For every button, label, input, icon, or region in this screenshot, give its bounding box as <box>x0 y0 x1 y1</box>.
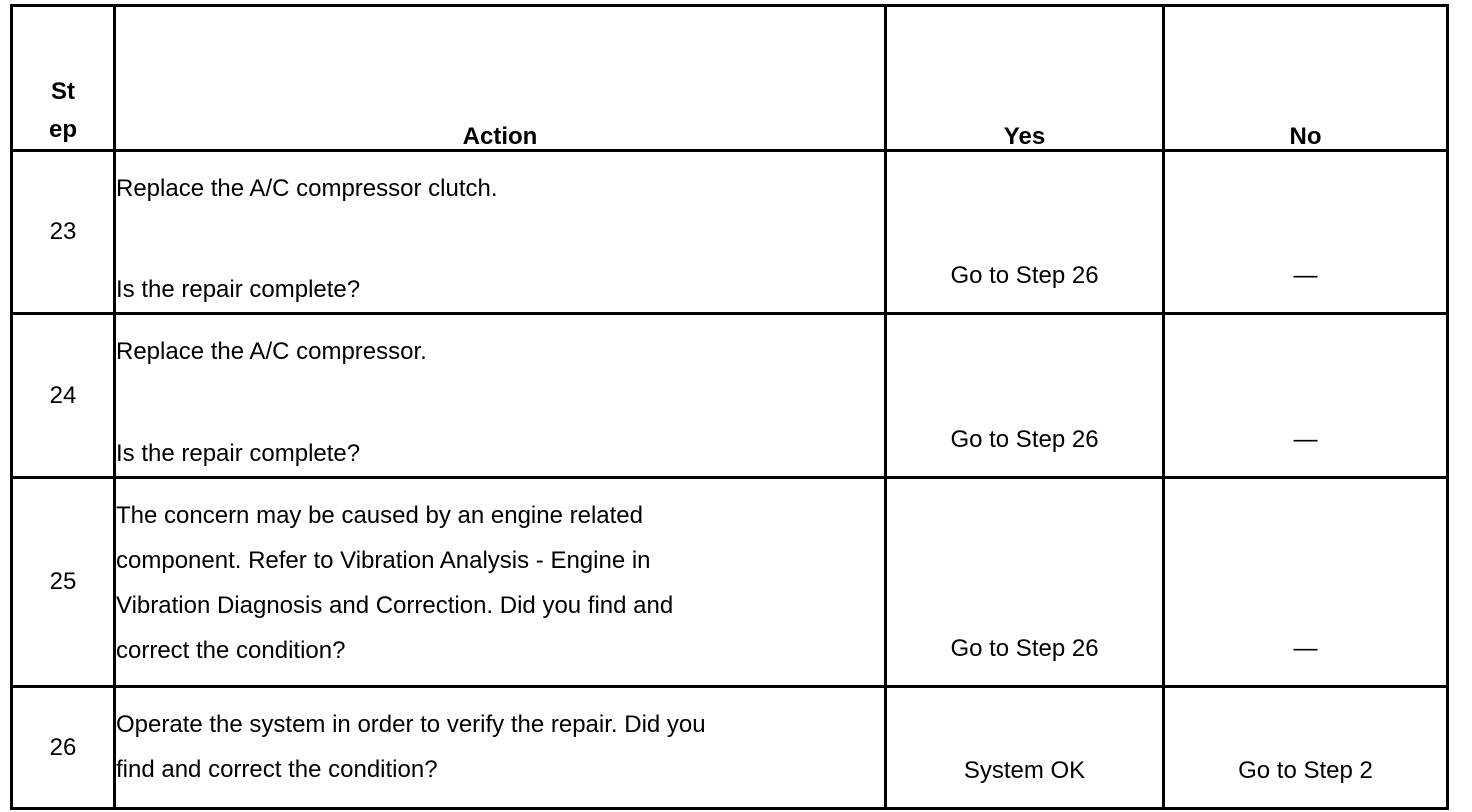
yes-cell <box>886 478 1164 687</box>
table-row-step-24 <box>12 314 1448 478</box>
step-number: 23 <box>12 151 115 314</box>
action-cell <box>115 314 886 478</box>
yes-cell <box>886 151 1164 314</box>
table-row-step-26 <box>12 687 1448 809</box>
yes-cell <box>886 687 1164 809</box>
yes-result: Go to Step 26 <box>950 426 1099 453</box>
yes-column-header: Yes <box>886 6 1164 151</box>
step-column-header <box>12 6 115 151</box>
action-cell <box>115 687 886 809</box>
no-cell <box>1164 478 1448 687</box>
action-line: Operate the system in order to verify the repair. Did you <box>116 711 706 738</box>
action-line: component. Refer to Vibration Analysis - Engine in <box>116 547 651 574</box>
yes-cell <box>886 314 1164 478</box>
action-line: Vibration Diagnosis and Correction. Did you find and <box>116 592 674 619</box>
yes-result: System OK <box>963 757 1086 784</box>
no-cell <box>1164 314 1448 478</box>
action-line: The concern may be caused by an engine related <box>116 502 644 529</box>
no-result: — <box>1293 262 1318 289</box>
action-line: Replace the A/C compressor clutch. <box>116 175 498 202</box>
no-column-header: No <box>1164 6 1448 151</box>
no-result: — <box>1293 635 1318 662</box>
step-number: 24 <box>12 314 115 478</box>
no-cell <box>1164 687 1448 809</box>
diagnostic-table-page <box>10 4 1446 807</box>
step-number: 26 <box>12 687 115 809</box>
action-column-header: Action <box>115 6 886 151</box>
table-row-step-25 <box>12 478 1448 687</box>
action-prompt: Is the repair complete? <box>116 440 361 467</box>
no-result: Go to Step 2 <box>1238 757 1373 784</box>
step-header-line-1: St <box>51 78 75 105</box>
action-line: find and correct the condition? <box>116 756 438 783</box>
yes-result: Go to Step 26 <box>950 635 1099 662</box>
yes-result: Go to Step 26 <box>950 262 1099 289</box>
step-header-line-2: ep <box>48 116 77 143</box>
no-result: — <box>1293 426 1318 453</box>
diagnostic-steps-table <box>10 4 1449 810</box>
action-cell <box>115 478 886 687</box>
step-number: 25 <box>12 478 115 687</box>
action-prompt: Is the repair complete? <box>116 276 361 303</box>
action-line: correct the condition? <box>116 637 346 664</box>
no-cell <box>1164 151 1448 314</box>
header-row <box>12 6 1448 151</box>
table-row-step-23 <box>12 151 1448 314</box>
action-cell <box>115 151 886 314</box>
action-line: Replace the A/C compressor. <box>116 338 427 365</box>
